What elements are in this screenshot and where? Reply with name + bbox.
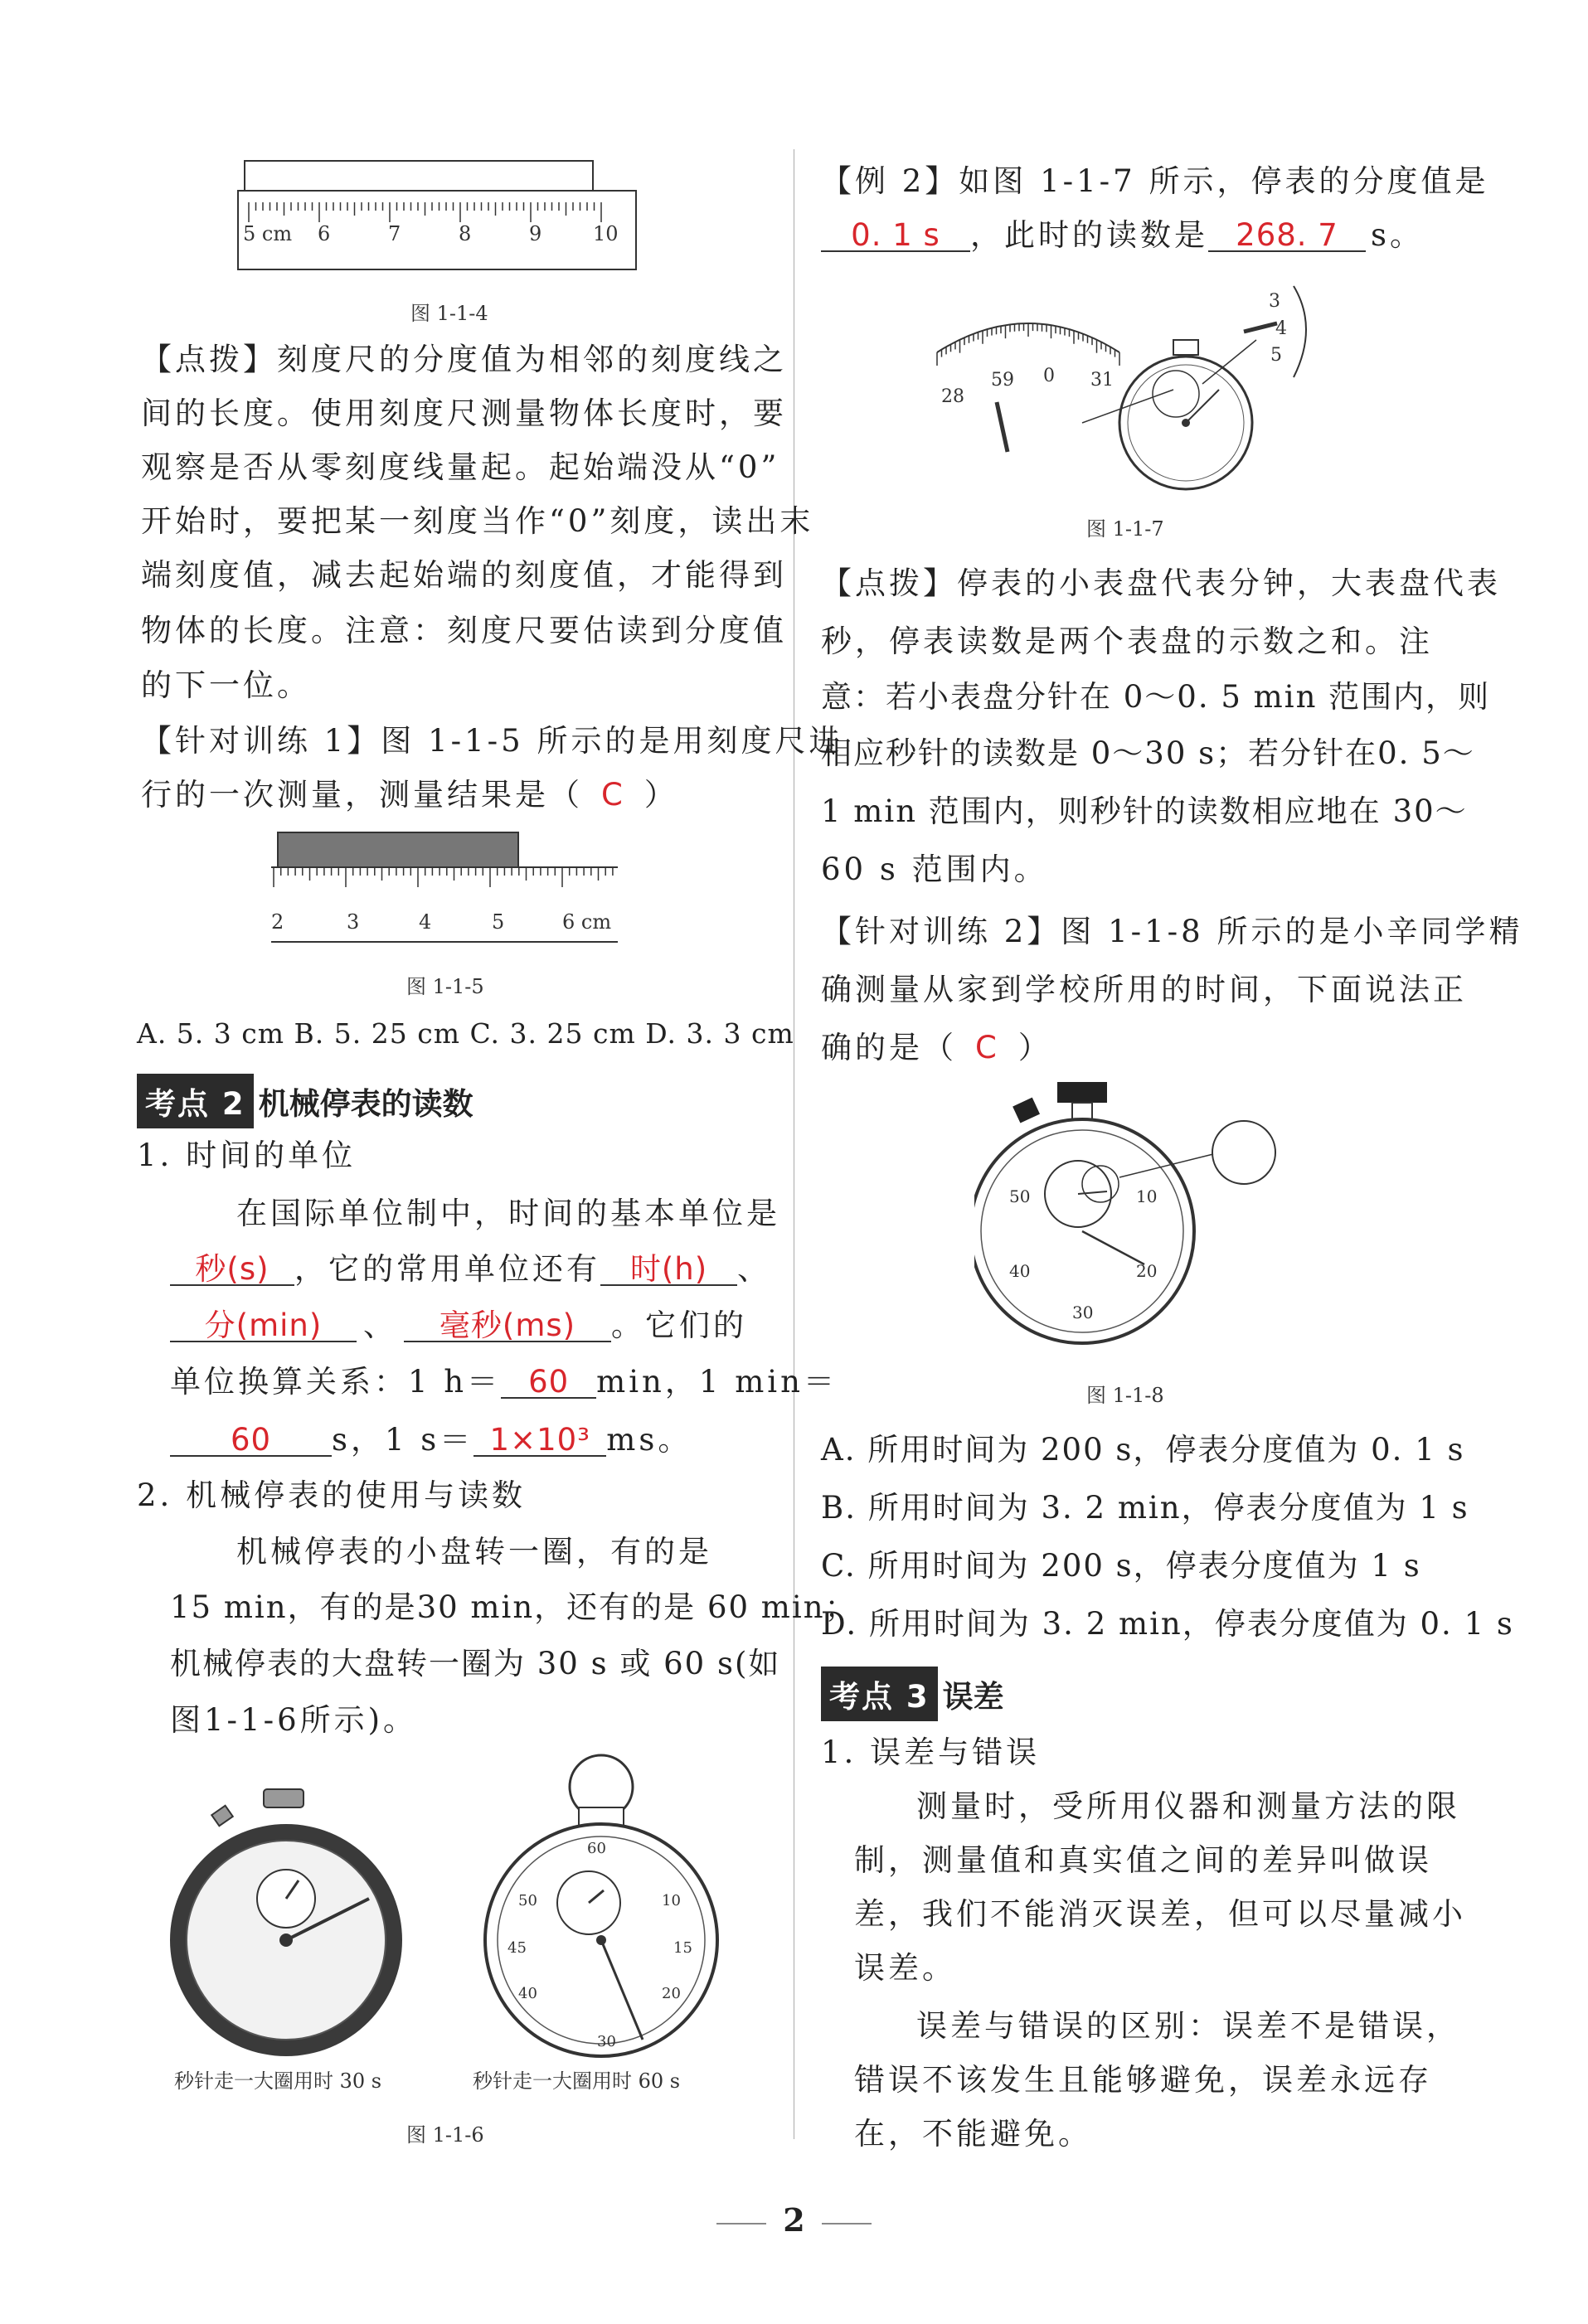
svg-text:50: 50 [518, 1892, 537, 1909]
stopwatch-60s [485, 1755, 717, 2056]
figure-1-1-7-stopwatch [929, 278, 1343, 518]
section-heading-2: 考点 2 机械停表的读数 [137, 1074, 473, 1128]
svg-text:20: 20 [662, 1985, 681, 2002]
ruler-tick-label: 7 [388, 222, 401, 245]
section-badge: 考点 2 [137, 1074, 254, 1128]
ruler-tick-label: 8 [459, 222, 472, 245]
ruler-tick-label: 9 [529, 222, 542, 245]
figure-caption: 图 1-1-6 [406, 2123, 484, 2147]
training-1-question: 【针对训练 1】图 1-1-5 所示的是用刻度尺进 [141, 723, 843, 759]
dial-label: 0 [1043, 366, 1055, 386]
dial-label: 10 [1136, 1186, 1158, 1206]
figure-caption: 图 1-1-7 [1086, 517, 1164, 541]
subheading-stopwatch-use: 2. 机械停表的使用与读数 [137, 1477, 527, 1513]
dial-label: 30 [1072, 1303, 1094, 1322]
dial-label: 50 [1009, 1186, 1031, 1206]
figure-1-1-6-stopwatches [166, 1749, 746, 2089]
ruler-tick-label: 2 [271, 910, 284, 934]
options-training-1: A. 5. 3 cm B. 5. 25 cm C. 3. 25 cm D. 3. 3 cm [137, 1017, 794, 1050]
subheading-time-unit: 1. 时间的单位 [137, 1138, 357, 1173]
figure-1-1-5-ruler [270, 829, 626, 953]
fill-blank: 60 [170, 1424, 332, 1457]
section-badge: 考点 3 [821, 1667, 938, 1721]
svg-text:30: 30 [597, 2033, 616, 2050]
answer-mark: C [601, 777, 626, 813]
example-2-question: 【例 2】如图 1-1-7 所示，停表的分度值是 [821, 163, 1489, 199]
dial-label: 20 [1136, 1261, 1158, 1281]
ruler-tick-label: 5 [492, 910, 505, 934]
figure-1-1-4-ruler [236, 158, 643, 274]
section-heading-3: 考点 3 误差 [821, 1667, 1004, 1721]
training-1-line2: 行的一次测量，测量结果是（ C ） [141, 777, 678, 813]
fill-blank: 分(min) [170, 1310, 357, 1342]
dial-label: 3 [1269, 291, 1280, 312]
page-number: 2 [0, 2201, 1588, 2239]
figure-caption: 图 1-1-4 [410, 302, 488, 325]
figure-caption: 图 1-1-8 [1086, 1384, 1164, 1407]
dial-label: 28 [941, 386, 964, 407]
figure-1-1-8-stopwatch [974, 1078, 1281, 1351]
subheading-error: 1. 误差与错误 [821, 1735, 1041, 1770]
figure-subcaption: 秒针走一大圈用时 60 s [473, 2069, 681, 2093]
figure-subcaption: 秒针走一大圈用时 30 s [174, 2069, 382, 2093]
svg-text:40: 40 [518, 1985, 537, 2002]
fill-blank: 60 [501, 1366, 596, 1399]
fill-blank: 0. 1 s [821, 220, 970, 252]
answer-mark: C [975, 1030, 1000, 1065]
fill-blank: 1×10³ [473, 1424, 606, 1457]
example-2-answer-line: 0. 1 s ，此时的读数是 268. 7 s。 [821, 220, 1424, 252]
svg-text:45: 45 [507, 1939, 527, 1957]
figure-caption: 图 1-1-5 [406, 975, 484, 998]
fill-blank: 秒(s) [170, 1254, 294, 1286]
ruler-tick-label: 3 [347, 910, 360, 934]
svg-text:15: 15 [673, 1939, 692, 1957]
fill-blank: 毫秒(ms) [404, 1310, 611, 1342]
ruler-tick-label: 4 [419, 910, 432, 934]
ruler-tick-label: 10 [593, 222, 619, 245]
dial-label: 31 [1090, 370, 1114, 391]
ruler-tick-label: 6 cm [562, 910, 612, 934]
svg-text:10: 10 [662, 1892, 681, 1909]
svg-text:60: 60 [587, 1840, 606, 1857]
dial-label: 59 [991, 370, 1014, 391]
ruler-tick-label: 6 [318, 222, 331, 245]
stopwatch-30s [170, 1789, 402, 2056]
fill-blank: 268. 7 [1208, 220, 1366, 252]
dial-label: 5 [1270, 345, 1282, 366]
ruler-tick-label: 5 cm [243, 222, 293, 245]
dial-label: 40 [1009, 1261, 1031, 1281]
fill-blank: 时(h) [600, 1254, 737, 1286]
dial-label: 4 [1275, 318, 1287, 339]
